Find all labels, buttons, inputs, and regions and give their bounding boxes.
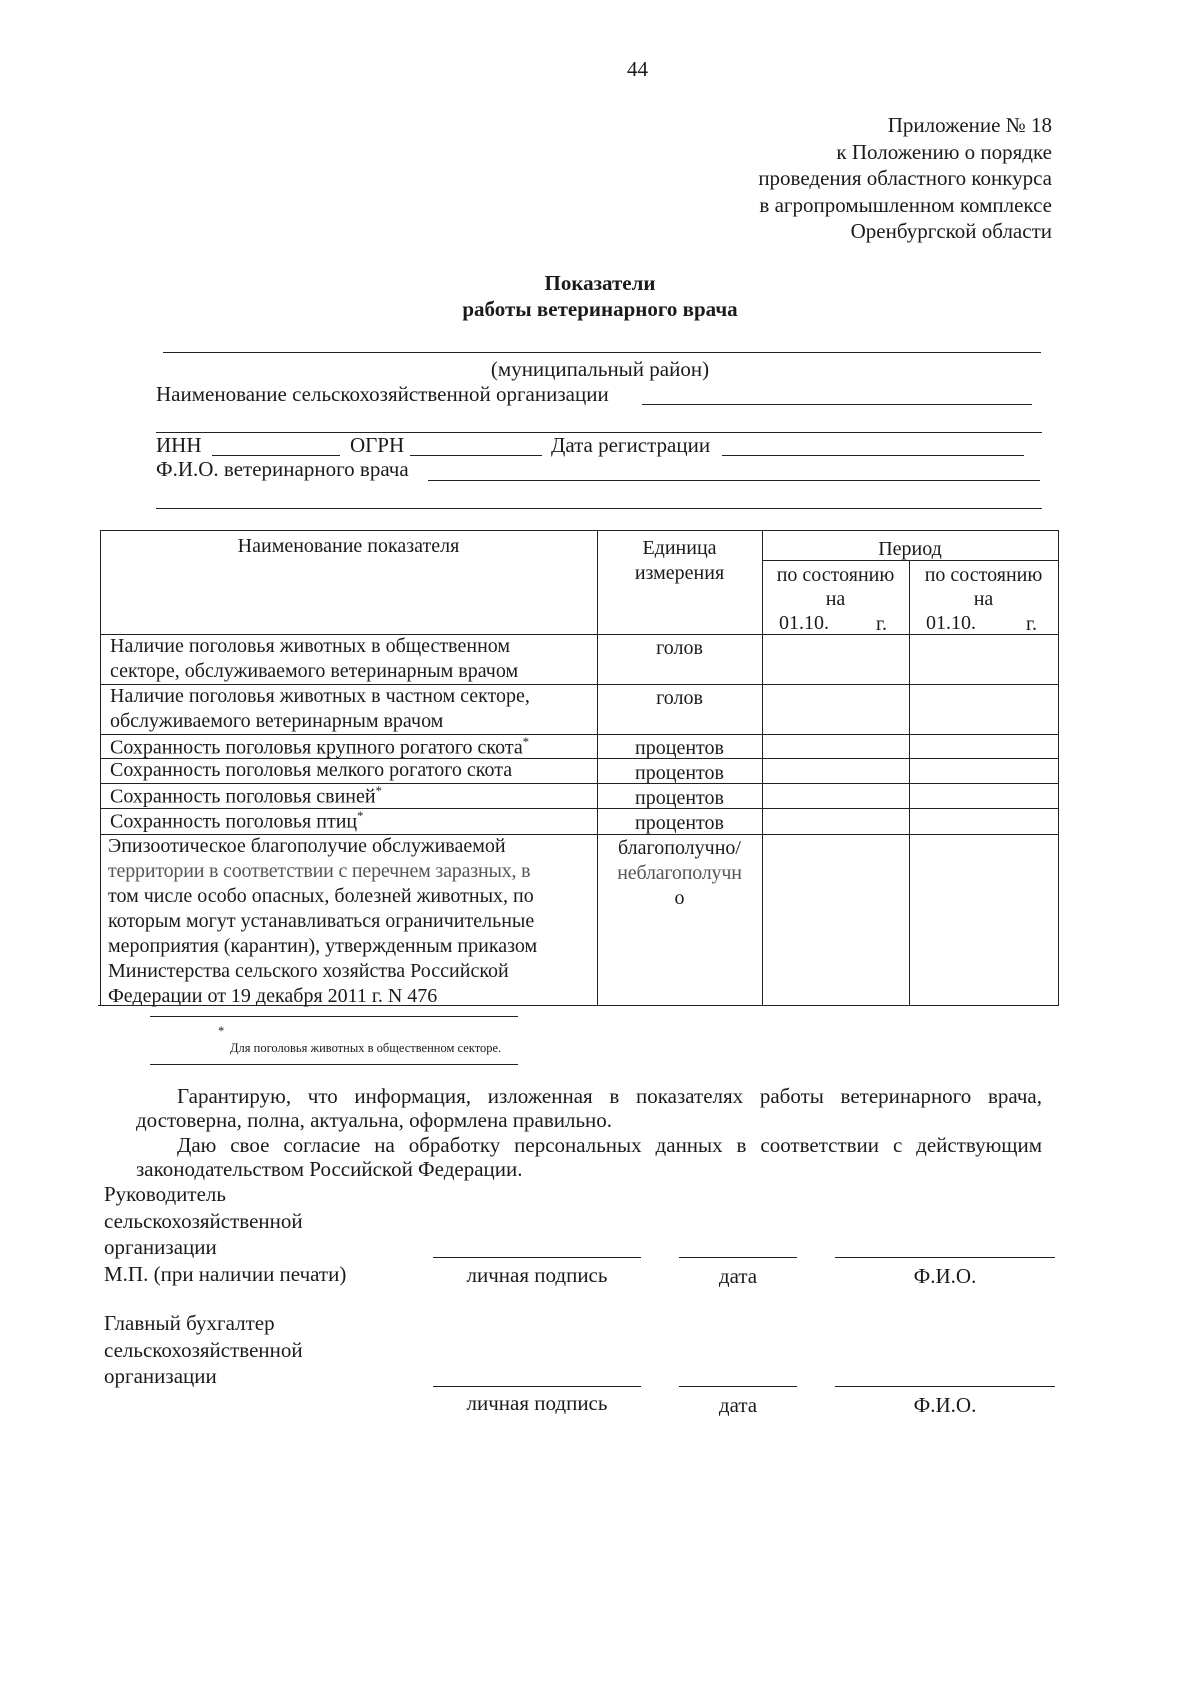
- head-title-line: организации: [104, 1235, 217, 1259]
- row-asterisk: *: [375, 784, 382, 798]
- document-title-line1: Показатели: [544, 271, 656, 295]
- accountant-title-block: [104, 1310, 303, 1390]
- table-row: [110, 734, 529, 761]
- header-indicator: Наименование показателя: [237, 535, 460, 557]
- row-name-line: секторе, обслуживаемого ветеринарным врачом: [110, 660, 519, 682]
- header-unit-line1: Единица: [642, 537, 717, 559]
- head-signature-field[interactable]: [433, 1257, 641, 1258]
- accountant-fio-field[interactable]: [835, 1386, 1055, 1387]
- municipal-district-caption: (муниципальный район): [490, 357, 710, 381]
- head-fio-field[interactable]: [835, 1257, 1055, 1258]
- inn-label: ИНН: [156, 433, 202, 457]
- appendix-line: к Положению о порядке: [836, 139, 1052, 164]
- appendix-line: проведения областного конкурса: [758, 166, 1052, 190]
- footnote-text: Для поголовья животных в общественном секторе.: [230, 1041, 502, 1055]
- guarantee-para1-line1: Гарантирую, что информация, изложенная в показателях работы ветеринарного врача,: [177, 1084, 1042, 1108]
- head-title-line: Руководитель: [104, 1182, 226, 1206]
- appendix-line: Оренбургской области: [850, 219, 1052, 243]
- footnote-rule-bottom: [150, 1064, 518, 1065]
- row-asterisk: *: [357, 809, 364, 823]
- vet-name-field[interactable]: [428, 480, 1040, 481]
- head-date-caption: дата: [718, 1264, 758, 1288]
- accountant-signature-caption: личная подпись: [466, 1391, 608, 1415]
- table-col-line-3: [909, 560, 910, 1006]
- head-title-block: [104, 1181, 346, 1287]
- vet-name-label: Ф.И.О. ветеринарного врача: [156, 457, 409, 481]
- row-name-line: Эпизоотическое благополучие обслуживаемой: [108, 835, 506, 857]
- table-row: [110, 758, 512, 783]
- header-unit-line2: измерения: [634, 562, 725, 584]
- appendix-line: Приложение № 18: [887, 113, 1052, 137]
- header-state-1-line1: по состоянию: [776, 564, 895, 586]
- row-unit: процентов: [635, 737, 724, 759]
- vet-name-field-continued[interactable]: [156, 508, 1042, 509]
- accountant-fio-caption: Ф.И.О.: [913, 1393, 977, 1417]
- ogrn-field[interactable]: [410, 455, 542, 456]
- table-border-left: [100, 530, 101, 1006]
- head-title-line: сельскохозяйственной: [104, 1208, 303, 1233]
- org-name-field[interactable]: [642, 404, 1032, 405]
- guarantee-para2-line1: Даю свое согласие на обработку персональных данных в соответствии с действующим: [177, 1133, 1042, 1157]
- accountant-date-field[interactable]: [679, 1386, 797, 1387]
- document-title-line2: работы ветеринарного врача: [462, 297, 738, 321]
- head-title-line: М.П. (при наличии печати): [104, 1261, 347, 1286]
- row-name-line: Сохранность поголовья крупного рогатого скота: [110, 736, 523, 759]
- reg-date-label: Дата регистрации: [551, 433, 711, 457]
- head-fio-caption: Ф.И.О.: [913, 1264, 977, 1288]
- row-unit: процентов: [635, 787, 724, 809]
- table-row: [110, 808, 363, 835]
- row-unit: голов: [656, 687, 703, 709]
- table-row: [108, 834, 537, 1009]
- guarantee-para1-line2: достоверна, полна, актуальна, оформлена правильно.: [136, 1108, 613, 1132]
- accountant-signature-field[interactable]: [433, 1386, 641, 1387]
- header-state-2-date: 01.10.: [926, 612, 976, 634]
- row-name-line: которым могут устанавливаться ограничительные: [108, 910, 535, 932]
- accountant-title-line: организации: [104, 1364, 217, 1388]
- guarantee-para2-line2: законодательством Российской Федерации.: [136, 1157, 523, 1181]
- row-name-line: Сохранность поголовья свиней: [110, 785, 376, 808]
- row-unit: процентов: [635, 762, 724, 784]
- ogrn-label: ОГРН: [350, 433, 405, 457]
- table-row: [110, 783, 382, 810]
- head-signature-caption: личная подпись: [466, 1263, 608, 1287]
- row-name-line: территории в соответствии с перечнем заразных, в: [108, 860, 531, 882]
- table-border-top: [100, 530, 1058, 531]
- row-name-line: обслуживаемого ветеринарным врачом: [110, 710, 444, 732]
- row-name-line: Наличие поголовья животных в частном секторе,: [110, 685, 530, 707]
- row-name-line: мероприятия (карантин), утвержденным приказом: [108, 935, 538, 957]
- appendix-line: в агропромышленном комплексе: [759, 192, 1052, 217]
- row-name-line: Сохранность поголовья птиц: [110, 810, 358, 833]
- row-asterisk: *: [522, 735, 529, 749]
- page-number: 44: [627, 57, 648, 81]
- reg-date-field[interactable]: [722, 455, 1024, 456]
- row-name-line: Наличие поголовья животных в общественном: [110, 635, 511, 657]
- row-name-line: Министерства сельского хозяйства Российской: [108, 960, 509, 982]
- footnote-mark: *: [218, 1024, 225, 1038]
- row-name-line: том числе особо опасных, болезней животных, по: [108, 885, 534, 907]
- row-unit-line: благополучно/: [618, 837, 741, 859]
- header-state-1-date: 01.10.: [779, 612, 829, 634]
- row-unit-line: неблагополучн: [617, 862, 742, 884]
- appendix-block: [632, 112, 1052, 245]
- row-unit: голов: [656, 637, 703, 659]
- header-state-2-year: г.: [1026, 613, 1037, 635]
- header-period: Период: [878, 538, 942, 560]
- row-unit: [597, 836, 762, 911]
- row-name-line: Сохранность поголовья мелкого рогатого скота: [110, 759, 513, 781]
- accountant-title-line: Главный бухгалтер: [104, 1311, 275, 1335]
- header-state-1-line2: на: [825, 588, 846, 610]
- org-name-label: Наименование сельскохозяйственной организации: [156, 382, 609, 406]
- row-name-line: Федерации от 19 декабря 2011 г. N 476: [108, 985, 438, 1007]
- table-row: [110, 684, 530, 734]
- accountant-date-caption: дата: [718, 1393, 758, 1417]
- header-state-1-year: г.: [876, 613, 887, 635]
- header-state-2-line1: по состоянию: [924, 564, 1043, 586]
- municipal-district-field[interactable]: [163, 352, 1041, 353]
- table-border-right: [1058, 530, 1059, 1006]
- row-unit-line: о: [674, 887, 685, 909]
- header-state-2-line2: на: [973, 588, 994, 610]
- head-date-field[interactable]: [679, 1257, 797, 1258]
- accountant-title-line: сельскохозяйственной: [104, 1337, 303, 1362]
- row-unit: процентов: [635, 812, 724, 834]
- footnote-rule-top: [150, 1016, 518, 1017]
- table-row: [110, 634, 518, 684]
